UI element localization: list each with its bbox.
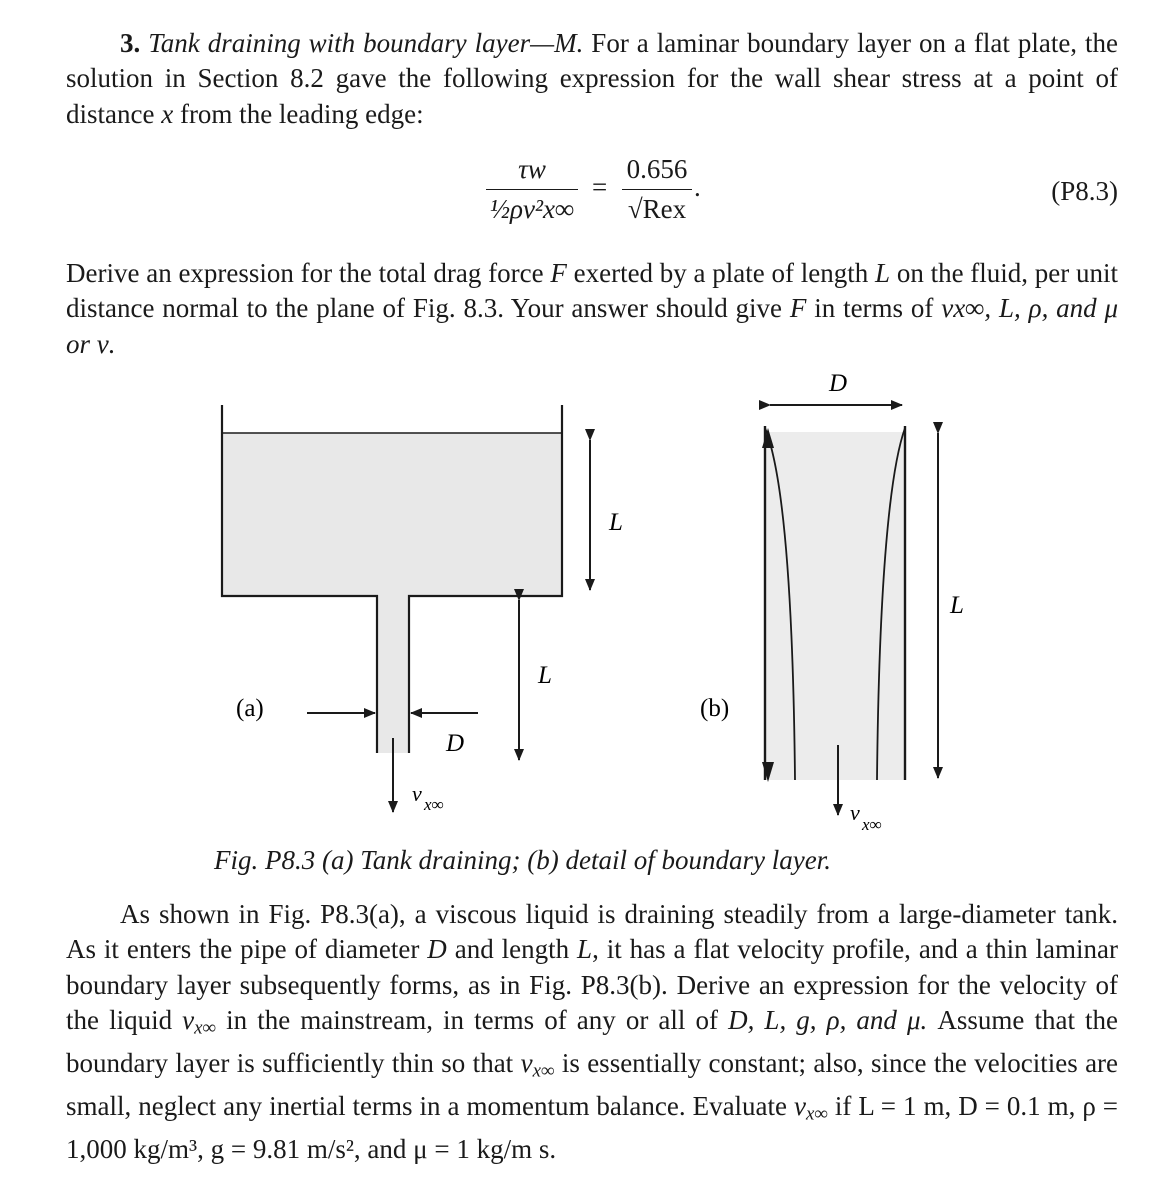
equation-rhs-num: 0.656 — [626, 154, 688, 184]
label-velocity-sub-b: x∞ — [862, 815, 882, 834]
equation-label: (P8.3) — [1051, 176, 1118, 206]
paragraph-tank-problem: As shown in Fig. P8.3(a), a viscous liquid is draining steadily from a large-diameter tank. As it enters the pipe of diameter D and length L, it has a flat velocity profile, and a thin laminar boundary layer subsequently forms, as in Fig. P8.3(b). Derive an expression for the velocity of the liquid $v_{x\infty}$ in the mainstream, in terms of any or all of D, L, g, ρ, and μ. Assume that the boundary layer is sufficiently thin so that $v_{x\infty}$ is essentially constant; also, since the velocities are small, neglect any inertial terms in a momentum balance. Evaluate $v_{x\infty}$ if L = 1 m, D = 0.1 m, ρ = 1,000 kg/m³, g = 9.81 m/s², and μ = 1 kg/m s. — [66, 899, 1119, 1164]
para3-s3: , it has a flat velocity profile, and a thin laminar boundary layer subsequently forms, as in Fig. P8.3(b). Derive an expression for the velocity of the liquid — [66, 934, 1119, 1035]
problem-number: 3. — [120, 28, 141, 58]
intro-var-x: x — [161, 98, 174, 129]
equation-lhs-num: τw — [518, 154, 546, 184]
para2-var-L: L — [875, 258, 891, 288]
equation-lhs — [486, 154, 578, 225]
para3-s8: if — [834, 1090, 852, 1121]
label-a: (a) — [236, 695, 264, 722]
para3-s4: in the mainstream, in terms of any or all of — [226, 1004, 718, 1035]
intro-text-2: from the leading edge: — [179, 98, 424, 129]
label-velocity-b: v — [850, 800, 860, 825]
paragraph-drag-force — [66, 256, 1118, 362]
problem-title: Tank draining with boundary layer—M. — [148, 28, 584, 58]
para3-s6: Assume that the boundary layer is sufficiently thin so that — [66, 1004, 1119, 1078]
boundary-layer-diagram — [700, 370, 964, 834]
equation-rhs — [622, 154, 692, 225]
label-L-pipe: L — [538, 662, 552, 689]
tank-diagram — [222, 405, 623, 814]
label-L-b: L — [950, 592, 964, 619]
para2-text-2: exerted by a plate of length — [573, 258, 869, 288]
intro-text-1: For a laminar boundary layer on a flat plate, the solution in Section 8.2 gave the following expression for the wall shear stress at a point of distance — [66, 28, 1119, 129]
para3-s2: and length — [454, 934, 570, 965]
label-D-a: D — [446, 730, 465, 757]
para3-s5: D, L, g, ρ, and μ. — [728, 1004, 928, 1035]
label-D-b: D — [829, 370, 848, 397]
label-L-tank: L — [609, 509, 623, 536]
para2-text-4: in terms of — [814, 293, 934, 324]
equation-lhs-den: ½ρv²x∞ — [489, 194, 575, 224]
label-velocity-a: v — [412, 781, 422, 806]
para2-text-1: Derive an expression for the total drag force — [66, 258, 544, 288]
para3-values: L = 1 m, D = 0.1 m, ρ = 1,000 kg/m³, g = 9.81 m/s², and μ = 1 kg/m s. — [66, 1090, 1119, 1164]
equation-equals: = — [592, 172, 608, 202]
para2-text-3: on the fluid, per unit distance normal to the plane of Fig. 8.3. Your answer should give — [66, 258, 1119, 324]
equation-rhs-den: √Rex — [627, 194, 687, 224]
figure-caption: Fig. P8.3 (a) Tank draining; (b) detail of boundary layer. — [214, 845, 831, 875]
label-b: (b) — [700, 695, 730, 722]
problem-intro — [66, 26, 1118, 132]
para3-s7: is essentially constant; also, since the velocities are small, neglect any inertial terms in a momentum balance. Evaluate — [66, 1047, 1119, 1121]
para2-var-F: F — [550, 258, 567, 288]
label-velocity-sub-a: x∞ — [424, 795, 444, 814]
figure-p8-3 — [0, 370, 1176, 840]
equation-p8-3: τw ½ρv²x∞ = 0.656 √Rex . (P8.3) — [486, 150, 1126, 240]
para2-var-F-2: F — [789, 293, 807, 324]
para3-s1: As shown in Fig. P8.3(a), a viscous liquid is draining steadily from a large-diameter tank. As it enters the pipe of diameter — [66, 899, 1118, 965]
para2-vars: vx∞, L, ρ, and μ or ν. — [66, 293, 1119, 359]
